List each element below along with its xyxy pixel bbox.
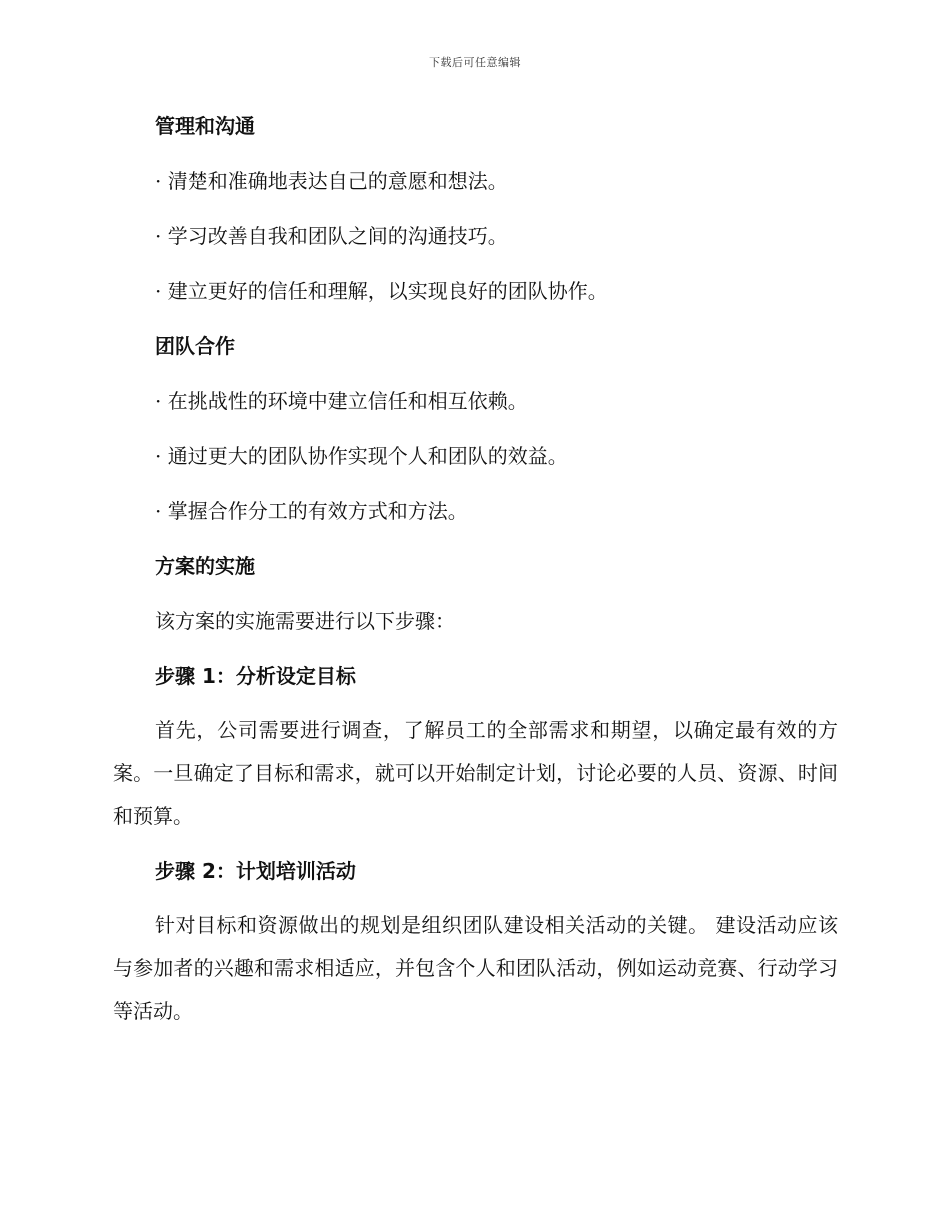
section-heading: 团队合作 — [155, 334, 235, 358]
step-paragraph: 首先，公司需要进行调查，了解员工的全部需求和期望，以确定最有效的方案。一旦确定了目标和需求，就可以开始制定计划，讨论必要的人员、资源、时间和预算。 — [113, 718, 838, 828]
step-heading: 步骤 2：计划培训活动 — [155, 859, 356, 883]
step-heading: 步骤 1：分析设定目标 — [155, 664, 356, 688]
bullet-item: · 掌握合作分工的有效方式和方法。 — [155, 499, 468, 523]
section-teamwork — [113, 330, 838, 527]
bullet-item: · 通过更大的团队协作实现个人和团队的效益。 — [155, 444, 568, 468]
bullet-item: · 在挑战性的环境中建立信任和相互依赖。 — [155, 389, 528, 413]
section-heading: 管理和沟通 — [155, 114, 255, 138]
section-heading: 方案的实施 — [155, 554, 255, 578]
section-communication — [113, 110, 838, 307]
step-paragraph: 针对目标和资源做出的规划是组织团队建设相关活动的关键。 建设活动应该与参加者的兴趣和需求相适应，并包含个人和团队活动，例如运动竞赛、行动学习等活动。 — [113, 913, 838, 1023]
document-body — [113, 110, 838, 1050]
bullet-item: · 清楚和准确地表达自己的意愿和想法。 — [155, 169, 508, 193]
bullet-item: · 学习改善自我和团队之间的沟通技巧。 — [155, 224, 508, 248]
page-header: 下载后可任意编辑 — [429, 56, 521, 69]
bullet-item: · 建立更好的信任和理解，以实现良好的团队协作。 — [155, 279, 608, 303]
section-implementation — [113, 550, 838, 1033]
implementation-intro: 该方案的实施需要进行以下步骤： — [155, 609, 455, 633]
